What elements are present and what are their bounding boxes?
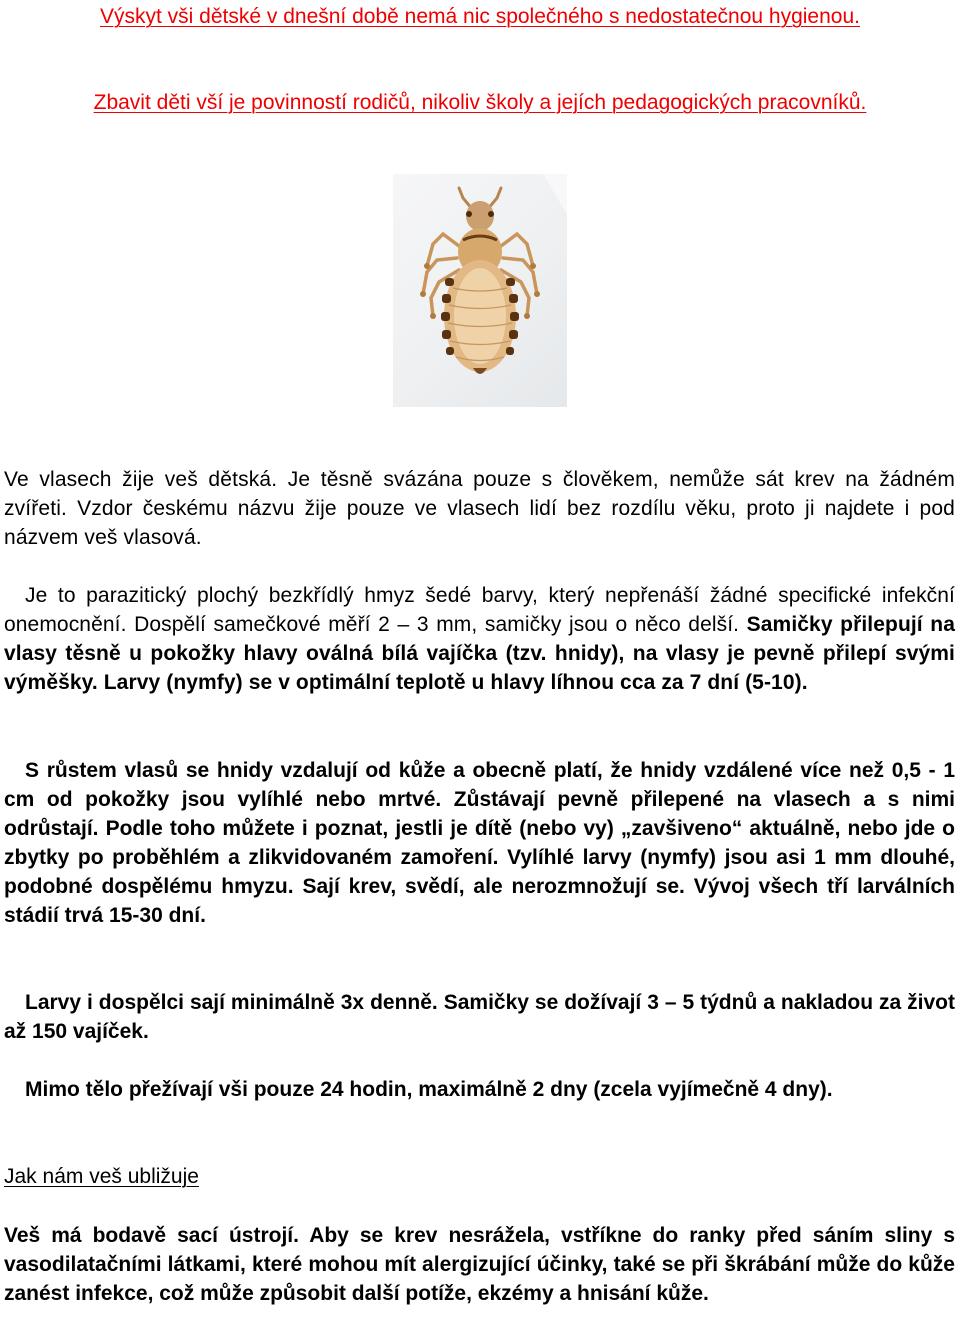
paragraph-habitat: Ve vlasech žije veš dětská. Je těsně svázána pouze s člověkem, nemůže sát krev na žádném zvířeti. Vzdor českému názvu žije pouze ve vlasech lidí bez rozdílu věku, proto ji najdete i pod názvem veš vlasová. [4,468,955,549]
louse-illustration [393,174,567,407]
heading-parents-duty: Zbavit děti vší je povinností rodičů, nikoliv školy a jejích pedagogických pracovníků. [93,91,867,114]
paragraph-harm: Veš má bodavě sací ústrojí. Aby se krev nesrážela, vstříkne do ranky před sáním sliny s vasodilatačními látkami, které mohou mít alergizující účinky, také se při škrábání může do kůže zanést infekce, což může způsobit další potíže, ekzémy a hnisání kůže. [4,1224,955,1305]
louse-photo [393,174,567,407]
paragraph-feeding: Larvy i dospělci sají minimálně 3x denně. Samičky se dožívají 3 – 5 týdnů a nakladou za život až 150 vajíček. [4,991,955,1043]
subheading-harm: Jak nám veš ubližuje [4,1165,199,1188]
heading-hygiene: Výskyt vši dětské v dnešní době nemá nic společného s nedostatečnou hygienou. [100,5,860,28]
paragraph-survival: Mimo tělo přežívají vši pouze 24 hodin, maximálně 2 dny (zcela vyjímečně 4 dny). [25,1078,833,1101]
paragraph-description-bold: Samičky přilepují na vlasy těsně u pokožky hlavy oválná bílá vajíčka (tzv. hnidy), na vlasy je pevně přilepí svými výměšky. Larvy (nymfy) se v optimální teplotě u hlavy líhnou cca za 7 dní (5-10). [4,613,956,694]
paragraph-description-normal: Je to parazitický plochý bezkřídlý hmyz šedé barvy, který nepřenáší žádné specifické infekční onemocnění. Dospělí samečkové měří 2 – 3 mm, samičky jsou o něco delší. [4,584,955,636]
paragraph-nits: S růstem vlasů se hnidy vzdalují od kůže a obecně platí, že hnidy vzdálené více než 0,5 - 1 cm od pokožky jsou vylíhlé nebo mrtvé. Zůstávají pevně přilepené na vlasech a s nimi odrůstají. Podle toho můžete i poznat, jestli je dítě (nebo vy) „zavšiveno“ aktuálně, nebo jde o zbytky po proběhlém a zlikvidovaném zamoření. Vylíhlé larvy (nymfy) jsou asi 1 mm dlouhé, podobné dospělému hmyzu. Sají krev, svědí, ale nerozmnožují se. Vývoj všech tří larválních stádií trvá 15-30 dní. [4,759,955,927]
paragraph-description [4,581,955,697]
